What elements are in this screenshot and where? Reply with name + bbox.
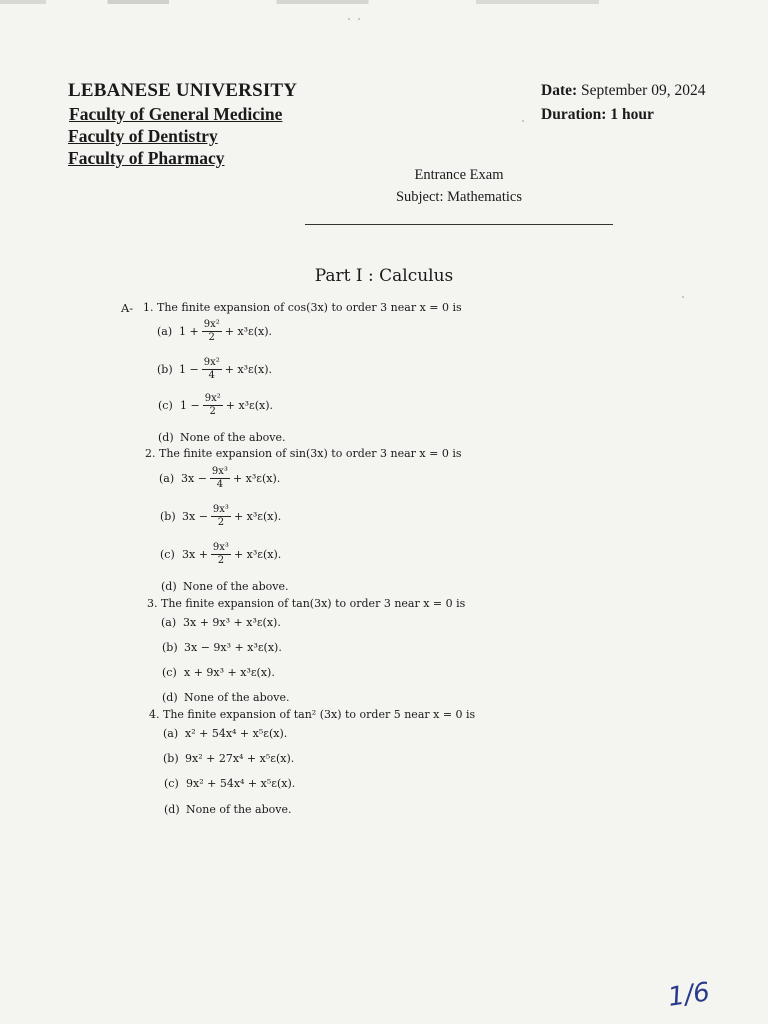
answer-option[interactable] <box>162 691 289 704</box>
option-suffix: + x³ε(x). <box>233 510 282 523</box>
option-prefix: 3x − <box>182 510 208 523</box>
option-label: (d) <box>158 431 174 444</box>
answer-option[interactable] <box>163 752 294 765</box>
answer-option[interactable] <box>161 616 281 629</box>
answer-option[interactable] <box>158 393 273 418</box>
fraction-denominator: 2 <box>209 406 216 417</box>
question-1 <box>143 301 462 314</box>
option-text: 9x² + 54x⁴ + x⁵ε(x). <box>186 777 296 790</box>
option-text: 3x − 9x³ + x³ε(x). <box>184 641 282 654</box>
option-label: (d) <box>164 803 180 816</box>
option-text: 3x + 9x³ + x³ε(x). <box>183 616 281 629</box>
answer-option[interactable] <box>158 431 285 444</box>
duration-line <box>541 106 705 124</box>
fraction-denominator: 4 <box>208 370 215 381</box>
page-number: 1/6 <box>666 977 712 1013</box>
option-text: None of the above. <box>180 431 286 444</box>
date-label: Date: <box>541 82 578 99</box>
faculty-medicine: Faculty of General Medicine <box>69 104 283 124</box>
fraction-numerator: 9x² <box>203 319 220 330</box>
section-label: A- <box>121 301 134 315</box>
fraction <box>210 466 230 491</box>
part-title: Part I : Calculus <box>314 266 454 286</box>
question-3 <box>147 597 465 610</box>
answer-option[interactable] <box>162 641 282 654</box>
question-number: 4. <box>149 708 160 721</box>
option-label: (d) <box>161 580 177 593</box>
exam-title: Entrance Exam <box>414 167 504 183</box>
duration-value: 1 hour <box>610 106 654 123</box>
answer-option[interactable] <box>164 777 295 790</box>
option-text: None of the above. <box>184 691 290 704</box>
option-label: (c) <box>158 399 173 412</box>
fraction-numerator: 9x² <box>203 357 220 368</box>
option-prefix: 1 + <box>179 325 199 338</box>
answer-option[interactable] <box>157 357 272 382</box>
date-line <box>541 82 705 100</box>
option-suffix: + x³ε(x). <box>224 363 273 376</box>
question-number: 1. <box>143 301 154 314</box>
answer-option[interactable] <box>159 466 280 491</box>
option-text: 9x² + 27x⁴ + x⁵ε(x). <box>185 752 295 765</box>
exam-meta <box>541 82 705 130</box>
faculty-dentistry: Faculty of Dentistry <box>68 126 218 146</box>
option-suffix: + x³ε(x). <box>232 472 281 485</box>
divider-rule <box>305 224 613 225</box>
option-prefix: 1 − <box>179 363 199 376</box>
option-text: None of the above. <box>183 580 289 593</box>
answer-option[interactable] <box>162 666 275 679</box>
option-suffix: + x³ε(x). <box>224 325 273 338</box>
option-label: (d) <box>162 691 178 704</box>
option-label: (b) <box>162 641 178 654</box>
scan-speck <box>522 120 524 122</box>
option-label: (c) <box>162 666 177 679</box>
option-label: (b) <box>157 363 173 376</box>
answer-option[interactable] <box>163 727 287 740</box>
fraction <box>211 542 231 567</box>
option-prefix: 3x − <box>181 472 207 485</box>
option-prefix: 3x + <box>182 548 208 561</box>
fraction <box>202 357 222 382</box>
answer-option[interactable] <box>160 542 281 567</box>
fraction-numerator: 9x³ <box>211 466 228 477</box>
question-text: The finite expansion of tan(3x) to order 3 near x = 0 is <box>161 597 466 610</box>
duration-label: Duration: <box>541 106 607 123</box>
option-text: x² + 54x⁴ + x⁵ε(x). <box>185 727 288 740</box>
question-text: The finite expansion of tan² (3x) to order 5 near x = 0 is <box>163 708 476 721</box>
option-label: (a) <box>161 616 177 629</box>
option-label: (c) <box>160 548 175 561</box>
faculty-pharmacy: Faculty of Pharmacy <box>68 148 225 168</box>
answer-option[interactable] <box>157 319 272 344</box>
question-number: 3. <box>147 597 158 610</box>
fraction-denominator: 4 <box>216 479 224 490</box>
option-label: (b) <box>160 510 176 523</box>
scan-edge <box>0 0 768 4</box>
option-text: x + 9x³ + x³ε(x). <box>184 666 275 679</box>
question-4 <box>149 708 475 721</box>
answer-option[interactable] <box>164 803 291 816</box>
scan-speck <box>358 18 360 20</box>
question-2 <box>145 447 461 460</box>
fraction-numerator: 9x² <box>204 393 221 404</box>
option-suffix: + x³ε(x). <box>225 399 274 412</box>
question-text: The finite expansion of cos(3x) to order 3 near x = 0 is <box>157 301 462 314</box>
exam-subject: Subject: Mathematics <box>395 189 523 205</box>
option-label: (a) <box>163 727 179 740</box>
fraction-numerator: 9x³ <box>212 542 229 553</box>
option-label: (c) <box>164 777 179 790</box>
university-name: LEBANESE UNIVERSITY <box>68 80 298 101</box>
scan-speck <box>348 18 350 20</box>
question-number: 2. <box>145 447 156 460</box>
date-value: September 09, 2024 <box>581 82 706 99</box>
option-suffix: + x³ε(x). <box>233 548 282 561</box>
option-prefix: 1 − <box>180 399 200 412</box>
scan-speck <box>682 296 684 298</box>
answer-option[interactable] <box>160 504 281 529</box>
option-label: (a) <box>159 472 175 485</box>
option-label: (a) <box>157 325 173 338</box>
answer-option[interactable] <box>161 580 288 593</box>
institution-header <box>68 80 297 170</box>
fraction <box>211 504 231 529</box>
fraction <box>203 393 223 418</box>
fraction <box>202 319 222 344</box>
question-text: The finite expansion of sin(3x) to order 3 near x = 0 is <box>159 447 462 460</box>
option-text: None of the above. <box>186 803 292 816</box>
fraction-denominator: 2 <box>217 517 225 528</box>
fraction-denominator: 2 <box>208 332 215 343</box>
option-label: (b) <box>163 752 179 765</box>
fraction-numerator: 9x³ <box>212 504 229 515</box>
fraction-denominator: 2 <box>217 555 225 566</box>
